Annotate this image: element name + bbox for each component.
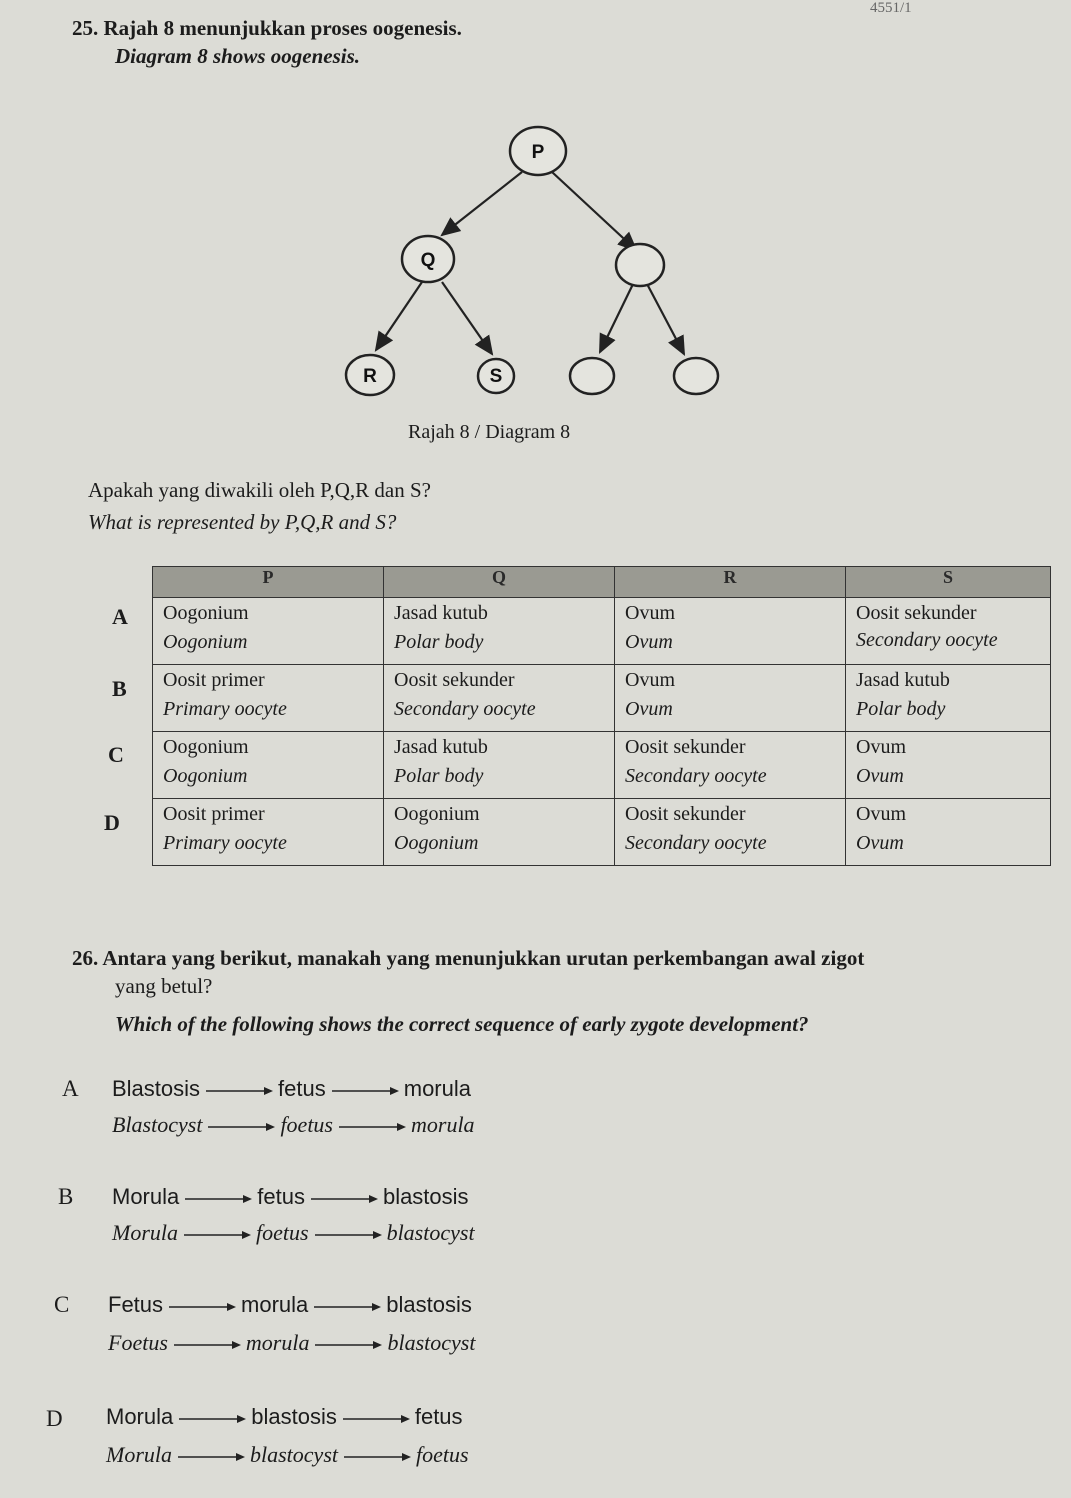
seq-item: morula <box>245 1330 310 1355</box>
edge-p-q <box>442 172 522 235</box>
seq-item: fetus <box>414 1404 463 1429</box>
diagram-caption: Rajah 8 / Diagram 8 <box>408 421 571 443</box>
table-row <box>153 732 1051 799</box>
seq-item: foetus <box>280 1112 333 1137</box>
q25-number: 25. <box>72 16 99 40</box>
cell-en: Primary oocyte <box>163 832 287 854</box>
table-cell <box>153 799 384 866</box>
table-cell <box>384 598 615 665</box>
table-header-row <box>153 567 1051 598</box>
table-cell <box>384 799 615 866</box>
label-p: P <box>531 142 545 163</box>
seq-item: foetus <box>416 1442 469 1467</box>
seq-item: blastocyst <box>387 1330 476 1355</box>
cell-en: Oogonium <box>163 631 248 653</box>
seq-item: Morula <box>112 1220 178 1245</box>
cell-en: Ovum <box>856 832 904 854</box>
cell-en: Secondary oocyte <box>625 832 767 854</box>
arrow-icon <box>183 1194 253 1204</box>
q26-option-b-en <box>112 1220 475 1246</box>
node-bottom-4 <box>674 358 718 394</box>
q26-option-letter-b[interactable]: B <box>58 1184 74 1209</box>
cell-ms: Jasad kutub <box>394 602 488 624</box>
edge-right-right <box>646 282 684 354</box>
arrow-icon <box>342 1452 412 1462</box>
arrow-icon <box>206 1122 276 1132</box>
q25-ask-ms: Apakah yang diwakili oleh P,Q,R dan S? <box>88 478 431 502</box>
q26-stem-ms-cont: yang betul? <box>115 974 213 998</box>
cell-en: Secondary oocyte <box>625 765 767 787</box>
q26-stem-ms <box>72 946 864 971</box>
edge-q-r <box>376 282 422 350</box>
seq-item: morula <box>403 1076 471 1101</box>
arrow-icon <box>177 1414 247 1424</box>
oogenesis-diagram <box>330 120 730 410</box>
arrow-icon <box>204 1086 274 1096</box>
cell-ms: Oosit sekunder <box>625 803 746 825</box>
edge-q-s <box>442 282 492 354</box>
seq-item: morula <box>241 1292 309 1317</box>
cell-ms: Oosit sekunder <box>625 736 746 758</box>
q25-option-letter-c[interactable]: C <box>108 742 124 767</box>
q25-stem-ms-text: Rajah 8 menunjukkan proses oogenesis. <box>103 16 462 40</box>
cell-ms: Oogonium <box>163 736 249 758</box>
cell-en: Secondary oocyte <box>394 698 536 720</box>
table-cell <box>615 732 846 799</box>
q25-option-letter-a[interactable]: A <box>112 604 128 629</box>
seq-item: Morula <box>106 1404 174 1429</box>
header-q: Q <box>384 567 615 598</box>
table-cell <box>615 799 846 866</box>
seq-item: Fetus <box>108 1292 164 1317</box>
q25-option-letter-d[interactable]: D <box>104 810 120 835</box>
seq-item: foetus <box>256 1220 309 1245</box>
table-cell <box>153 732 384 799</box>
cell-en: Polar body <box>394 765 484 787</box>
arrow-icon <box>337 1122 407 1132</box>
cell-en: Oogonium <box>394 832 479 854</box>
table-cell <box>153 665 384 732</box>
page-code: 4551/1 <box>870 0 912 16</box>
table-cell <box>846 799 1051 866</box>
q25-stem-ms <box>72 16 462 41</box>
arrow-icon <box>172 1340 242 1350</box>
arrow-icon <box>341 1414 411 1424</box>
q26-option-c-ms <box>108 1292 472 1318</box>
table-cell <box>384 665 615 732</box>
q25-options-table <box>152 566 1051 866</box>
q26-option-b-ms <box>112 1184 469 1210</box>
cell-en: Oogonium <box>163 765 248 787</box>
q26-option-c-en <box>108 1330 475 1356</box>
cell-ms: Ovum <box>856 803 906 825</box>
cell-ms: Jasad kutub <box>394 736 488 758</box>
arrow-icon <box>167 1302 237 1312</box>
q26-option-letter-d[interactable]: D <box>46 1406 63 1431</box>
seq-item: Morula <box>112 1184 180 1209</box>
cell-en: Secondary oocyte <box>856 629 998 651</box>
cell-en: Primary oocyte <box>163 698 287 720</box>
table-cell <box>615 598 846 665</box>
cell-ms: Oosit primer <box>163 803 265 825</box>
node-right-mid <box>616 244 664 286</box>
label-q: Q <box>420 250 436 271</box>
seq-item: blastocyst <box>250 1442 338 1467</box>
q26-option-d-ms <box>106 1404 463 1430</box>
cell-ms: Oosit sekunder <box>856 602 977 624</box>
table-cell <box>846 732 1051 799</box>
seq-item: Morula <box>106 1442 172 1467</box>
q26-option-d-en <box>106 1442 469 1468</box>
seq-item: Blastosis <box>112 1076 201 1101</box>
header-r: R <box>615 567 846 598</box>
table-cell <box>846 598 1051 665</box>
q26-option-a-ms <box>112 1076 471 1102</box>
table-cell <box>384 732 615 799</box>
table-cell <box>846 665 1051 732</box>
table-cell <box>615 665 846 732</box>
q25-option-letter-b[interactable]: B <box>112 676 127 701</box>
header-s: S <box>846 567 1051 598</box>
seq-item: Blastocyst <box>112 1112 203 1137</box>
cell-en: Polar body <box>856 698 946 720</box>
q26-stem-ms-text: Antara yang berikut, manakah yang menunjukkan urutan perkembangan awal zigot <box>102 946 865 970</box>
q26-option-a-en <box>112 1112 475 1138</box>
edge-right-left <box>600 282 634 352</box>
cell-en: Ovum <box>625 698 673 720</box>
cell-ms: Jasad kutub <box>856 669 950 691</box>
q26-option-letter-c[interactable]: C <box>54 1292 70 1317</box>
cell-ms: Ovum <box>856 736 906 758</box>
cell-ms: Ovum <box>625 602 675 624</box>
cell-en: Ovum <box>625 631 673 653</box>
arrow-icon <box>312 1302 382 1312</box>
seq-item: morula <box>411 1112 475 1137</box>
cell-ms: Oogonium <box>163 602 249 624</box>
q25-stem-en: Diagram 8 shows oogenesis. <box>115 44 361 68</box>
node-bottom-3 <box>570 358 614 394</box>
seq-item: fetus <box>278 1076 326 1101</box>
arrow-icon <box>176 1452 246 1462</box>
cell-en: Polar body <box>394 631 484 653</box>
label-s: S <box>489 366 503 387</box>
arrow-icon <box>182 1230 252 1240</box>
arrow-icon <box>313 1230 383 1240</box>
cell-en: Ovum <box>856 765 904 787</box>
seq-item: fetus <box>257 1184 305 1209</box>
seq-item: Foetus <box>108 1330 168 1355</box>
q26-option-letter-a[interactable]: A <box>62 1076 79 1101</box>
edge-p-right <box>552 172 636 250</box>
arrow-icon <box>330 1086 400 1096</box>
seq-item: blastocyst <box>386 1220 475 1245</box>
table-row <box>153 665 1051 732</box>
cell-ms: Oogonium <box>394 803 480 825</box>
table-cell <box>153 598 384 665</box>
label-r: R <box>363 366 377 387</box>
seq-item: blastosis <box>251 1404 337 1429</box>
arrow-icon <box>309 1194 379 1204</box>
q26-stem-en: Which of the following shows the correct sequence of early zygote development? <box>115 1012 809 1036</box>
table-row <box>153 799 1051 866</box>
q26-number: 26. <box>72 946 99 970</box>
cell-ms: Oosit sekunder <box>394 669 515 691</box>
seq-item: blastosis <box>382 1184 469 1209</box>
seq-item: blastosis <box>386 1292 472 1317</box>
arrow-icon <box>313 1340 383 1350</box>
cell-ms: Ovum <box>625 669 675 691</box>
table-row <box>153 598 1051 665</box>
cell-ms: Oosit primer <box>163 669 265 691</box>
header-p: P <box>153 567 384 598</box>
q25-ask-en: What is represented by P,Q,R and S? <box>88 510 397 534</box>
